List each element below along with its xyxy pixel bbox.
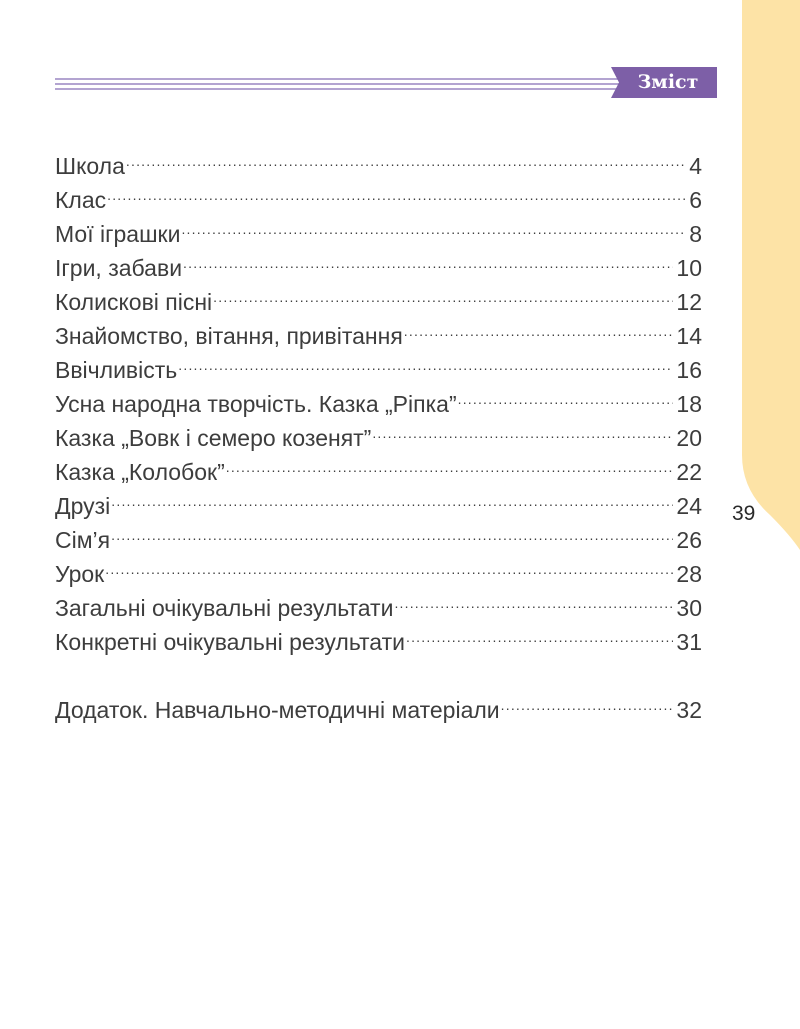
toc-entry-class [55,174,702,213]
toc-entry-lesson [55,548,702,587]
toc-entry-page: 28 [676,561,702,587]
page-number: 39 [732,502,756,525]
toc-entry-appendix [55,684,702,723]
toc-entry-title: Усна народна творчість. Казка „Ріпка” [55,391,457,417]
toc-leader-dots [182,242,673,276]
toc-entry-title: Друзі [55,493,111,519]
toc-entry-school [55,140,702,179]
toc-entry-friends [55,480,702,519]
toc-entry-page: 26 [676,527,702,553]
toc-entry-title: Ввічливість [55,357,178,383]
toc-entry-title: Ігри, забави [55,255,183,281]
table-of-contents [55,140,702,723]
toc-entry-title: Знайомство, вітання, привітання [55,323,403,349]
toc-leader-dots [180,208,686,242]
toc-entry-page: 30 [676,595,702,621]
toc-leader-dots [212,276,673,310]
toc-leader-dots [371,412,673,446]
toc-entry-family [55,514,702,553]
toc-leader-dots [457,378,674,412]
toc-leader-dots [110,480,673,514]
toc-leader-dots [500,684,674,718]
header-rule [55,76,627,92]
toc-entry-page: 8 [689,221,702,247]
toc-entry-page: 16 [676,357,702,383]
toc-leader-dots [405,616,673,650]
toc-entry-page: 32 [676,697,702,723]
toc-entry-title: Клас [55,187,107,213]
toc-entry-page: 18 [676,391,702,417]
toc-entry-title: Урок [55,561,105,587]
toc-entry-page: 4 [689,153,702,179]
toc-leader-dots [104,548,673,582]
toc-entry-title: Школа [55,153,125,179]
toc-entry-page: 14 [676,323,702,349]
toc-leader-dots [403,310,674,344]
section-title: Зміст [619,67,717,98]
toc-entry-page: 24 [676,493,702,519]
toc-entry-toys [55,208,702,247]
toc-entry-page: 6 [689,187,702,213]
toc-entry-page: 22 [676,459,702,485]
toc-entry-title: Колискові пісні [55,289,213,315]
toc-leader-dots [225,446,674,480]
toc-entry-general-outcomes [55,582,702,621]
toc-entry-page: 10 [676,255,702,281]
toc-entry-title: Конкретні очікувальні результати [55,629,405,655]
toc-entry-title: Додаток. Навчально-методичні матеріали [55,697,500,723]
toc-entry-title: Казка „Колобок” [55,459,225,485]
toc-entry-title: Мої іграшки [55,221,181,247]
toc-leader-dots [393,582,673,616]
toc-entry-page: 31 [676,629,702,655]
toc-entry-title: Сім’я [55,527,111,553]
toc-entry-page: 20 [676,425,702,451]
toc-leader-dots [177,344,673,378]
toc-leader-dots [125,140,686,174]
toc-leader-dots [106,174,686,208]
toc-leader-dots [110,514,673,548]
toc-entry-page: 12 [676,289,702,315]
toc-entry-title: Загальні очікувальні результати [55,595,394,621]
toc-entry-title: Казка „Вовк і семеро козенят” [55,425,372,451]
